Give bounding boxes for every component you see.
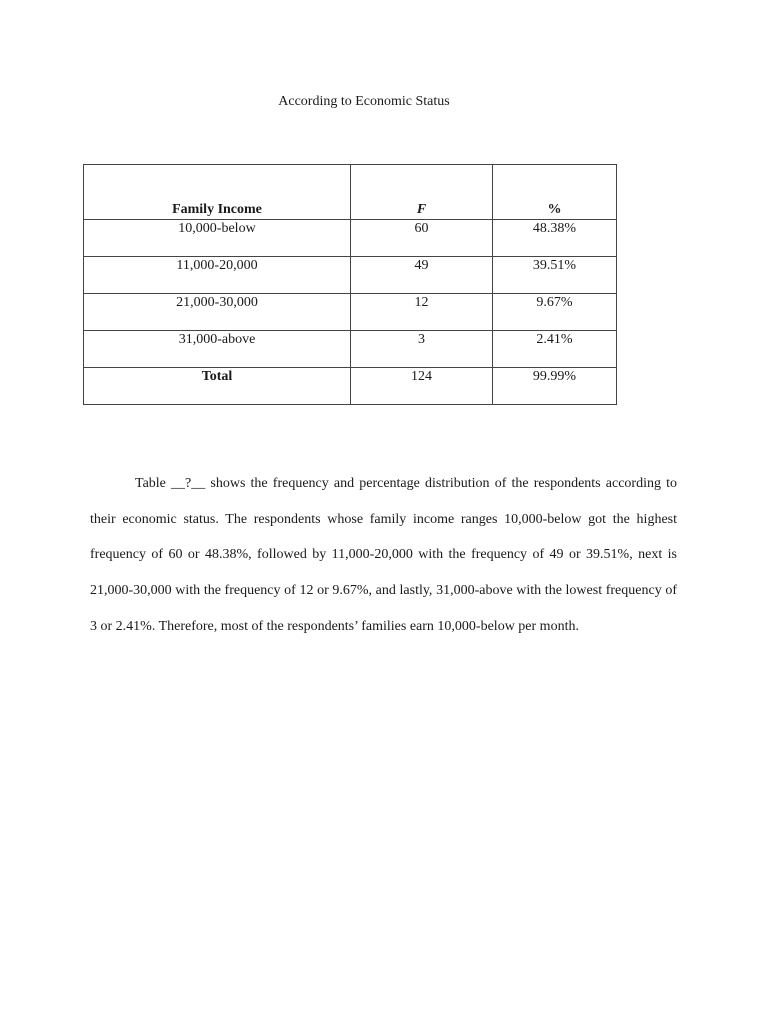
- cell-income: 10,000-below: [84, 220, 351, 257]
- table-row: [84, 331, 617, 368]
- interpretation-paragraph: [90, 466, 677, 645]
- cell-percent: 2.41%: [493, 331, 617, 368]
- cell-frequency: 49: [351, 257, 493, 294]
- cell-percent: 39.51%: [493, 257, 617, 294]
- cell-percent: 48.38%: [493, 220, 617, 257]
- title-text: According to Economic Status: [278, 94, 450, 109]
- header-percent: %: [493, 165, 617, 220]
- table-header-row: [84, 165, 617, 220]
- cell-income: 31,000-above: [84, 331, 351, 368]
- cell-frequency: 12: [351, 294, 493, 331]
- header-frequency: F: [351, 165, 493, 220]
- table-total-row: [84, 368, 617, 405]
- cell-income: 21,000-30,000: [84, 294, 351, 331]
- cell-frequency: 60: [351, 220, 493, 257]
- document-title: [0, 94, 728, 110]
- cell-total-frequency: 124: [351, 368, 493, 405]
- table-row: [84, 294, 617, 331]
- income-frequency-table: [83, 164, 617, 405]
- cell-percent: 9.67%: [493, 294, 617, 331]
- paragraph-text: Table __?__ shows the frequency and percentage distribution of the respondents according to their economic status. The respondents whose family income ranges 10,000-below got the highest frequency of 60 or 48.38%, followed by 11,000-20,000 with the frequency of 49 or 39.51%, next is 21,000-30,000 with the frequency of 12 or 9.67%, and lastly, 31,000-above with the lowest frequency of 3 or 2.41%. Therefore, most of the respondents’ families earn 10,000-below per month.: [90, 476, 677, 634]
- cell-income: 11,000-20,000: [84, 257, 351, 294]
- cell-frequency: 3: [351, 331, 493, 368]
- header-family-income: Family Income: [84, 165, 351, 220]
- table-row: [84, 257, 617, 294]
- cell-total-percent: 99.99%: [493, 368, 617, 405]
- table-row: [84, 220, 617, 257]
- cell-total-label: Total: [84, 368, 351, 405]
